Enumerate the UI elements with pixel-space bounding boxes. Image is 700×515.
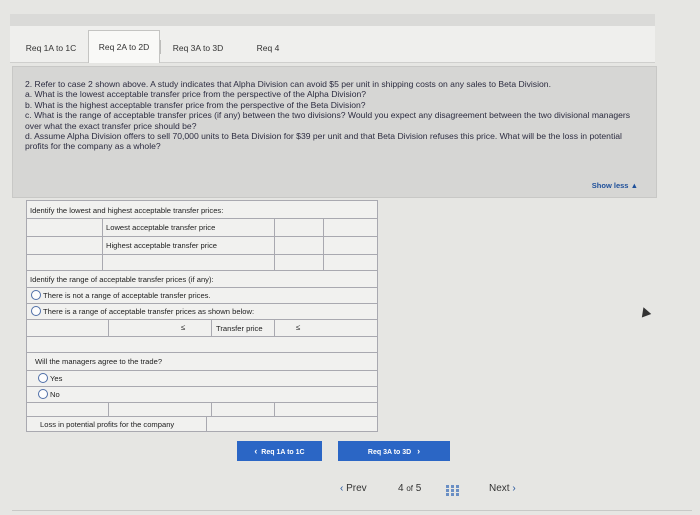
grid-line [323, 254, 324, 270]
grid-line [211, 402, 212, 416]
agree-no-radio[interactable] [38, 389, 48, 399]
agree-yes-label: Yes [50, 374, 63, 383]
tab-req-1a-1c[interactable]: Req 1A to 1C [25, 43, 77, 53]
page-current: 4 [398, 483, 404, 494]
question-part-a: a. What is the lowest acceptable transfer price from the perspective of the Alpha Division? [25, 89, 367, 100]
range-none-radio[interactable] [31, 290, 41, 300]
range-low-input[interactable] [109, 320, 177, 336]
grid-line [26, 386, 378, 387]
grid-icon[interactable] [446, 485, 460, 497]
loss-label: Loss in potential profits for the company [40, 420, 175, 429]
grid-line [26, 370, 378, 371]
identify-prices-heading: Identify the lowest and highest acceptable transfer prices: [30, 206, 224, 215]
cursor-icon [639, 306, 651, 318]
chevron-right-icon: › [512, 483, 516, 494]
grid-line [274, 254, 275, 270]
range-exists-label: There is a range of acceptable transfer prices as shown below: [43, 307, 255, 316]
triangle-up-icon: ▲ [630, 181, 638, 190]
chevron-left-icon: ‹ [254, 446, 258, 456]
grid-line [26, 200, 27, 432]
grid-line [108, 402, 109, 416]
grid-line [377, 200, 378, 432]
question-part-d: d. Assume Alpha Division offers to sell 70,000 units to Beta Division for $39 per unit and that Beta Division refuses this price. What will be the loss in potential profits for the company as a whole? [25, 131, 622, 152]
requirement-tabs [10, 26, 655, 63]
highest-price-label: Highest acceptable transfer price [106, 241, 218, 250]
question-intro: 2. Refer to case 2 shown above. A study indicates that Alpha Division can avoid $5 per unit in shipping costs on any sales to Beta Division. [25, 79, 551, 89]
grid-line [211, 319, 212, 336]
less-equal-symbol-2: ≤ [296, 323, 301, 332]
prev-req-button[interactable] [237, 441, 322, 461]
transfer-price-label: Transfer price [216, 324, 263, 333]
prev-page-link[interactable] [340, 483, 367, 494]
page-of: of [406, 484, 414, 493]
show-less-label: Show less [591, 181, 629, 190]
show-less-link[interactable] [592, 181, 638, 190]
highest-price-input-2[interactable] [324, 237, 377, 254]
tab-divider [160, 40, 161, 54]
less-equal-symbol-1: ≤ [181, 323, 186, 332]
grid-line [26, 200, 378, 201]
next-page-link[interactable] [489, 483, 516, 494]
next-req-label: Req 3A to 3D [367, 449, 412, 456]
range-high-input[interactable] [312, 320, 376, 336]
range-none-label: There is not a range of acceptable transfer prices. [43, 291, 211, 300]
chevron-left-icon: ‹ [340, 483, 344, 494]
question-panel [12, 66, 657, 198]
top-strip [10, 14, 655, 26]
grid-line [26, 402, 378, 403]
page-indicator [398, 483, 421, 494]
loss-input[interactable] [207, 417, 377, 431]
lowest-price-input-2[interactable] [324, 219, 377, 236]
page-total: 5 [415, 483, 422, 494]
grid-line [26, 352, 378, 353]
divider [12, 510, 692, 511]
grid-line [26, 303, 378, 304]
prev-req-label: Req 1A to 1C [261, 449, 305, 456]
grid-line [26, 287, 378, 288]
question-text [25, 79, 635, 152]
next-page-label: Next [489, 483, 510, 494]
prev-page-label: Prev [346, 483, 367, 494]
grid-line [26, 270, 378, 271]
question-part-b: b. What is the highest acceptable transfer price from the perspective of the Beta Division? [25, 99, 366, 110]
grid-line [274, 319, 275, 336]
question-part-c: c. What is the range of acceptable transfer prices (if any) between the two divisions? Would you expect any disagreement between the two divisional managers over what the exact transfer price should be? [25, 110, 631, 131]
agree-heading: Will the managers agree to the trade? [35, 357, 163, 366]
grid-line [26, 336, 378, 337]
agree-no-label: No [50, 390, 60, 399]
chevron-right-icon: › [417, 446, 421, 456]
agree-yes-radio[interactable] [38, 373, 48, 383]
grid-line [274, 402, 275, 416]
grid-line [26, 254, 378, 255]
lowest-price-input[interactable] [275, 219, 323, 236]
range-exists-radio[interactable] [31, 306, 41, 316]
tab-req-3a-3d[interactable]: Req 3A to 3D [172, 43, 224, 53]
tab-req-4[interactable]: Req 4 [256, 43, 280, 53]
grid-line [102, 218, 103, 254]
answer-worksheet [26, 200, 378, 432]
highest-price-input[interactable] [275, 237, 323, 254]
range-heading: Identify the range of acceptable transfer prices (if any): [30, 275, 214, 284]
tab-req-2a-2d[interactable]: Req 2A to 2D [88, 30, 160, 63]
grid-line [26, 431, 378, 432]
lowest-price-label: Lowest acceptable transfer price [106, 223, 216, 232]
grid-line [102, 254, 103, 270]
next-req-button[interactable] [338, 441, 450, 461]
